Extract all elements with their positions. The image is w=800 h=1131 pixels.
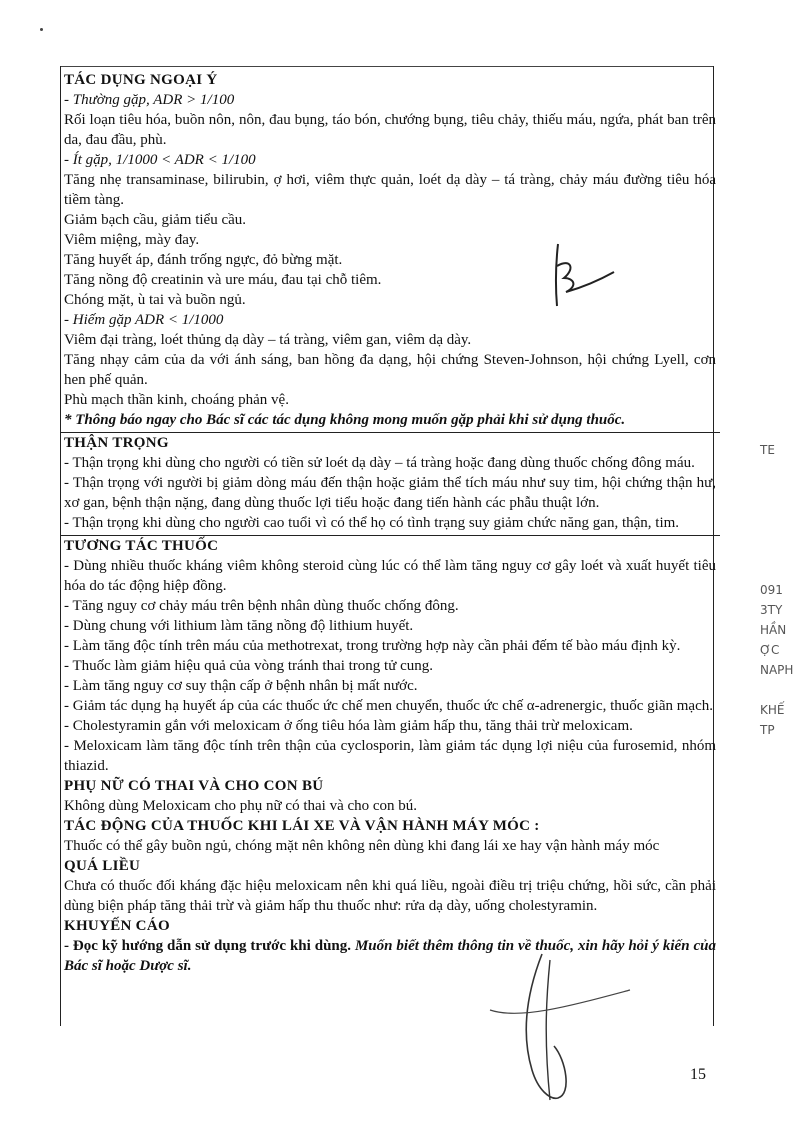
stamp-text: 091: [760, 583, 783, 597]
stamp-gap: [760, 680, 800, 700]
uncommon-line: Tăng nồng độ creatinin và ure máu, đau tại chỗ tiêm.: [64, 272, 382, 288]
company-stamp-fragment: [760, 440, 800, 760]
interaction-item: - Dùng nhiều thuốc kháng viêm không steroid cùng lúc có thể làm tăng nguy cơ gây loét và xuất huyết tiêu hóa do tác động hiệp đồng.: [64, 558, 716, 594]
interaction-item: - Giảm tác dụng hạ huyết áp của các thuốc ức chế men chuyển, thuốc ức chế α-adrenergic, thuốc giãn mạch.: [64, 698, 713, 714]
advice-italic: Muốn biết thêm thông tin về thuốc, xin hãy hỏi ý kiến của Bác sĩ hoặc Dược sĩ.: [64, 938, 716, 974]
stamp-text: ỢC: [760, 643, 780, 657]
scan-speck: [40, 28, 43, 31]
precaution-item: - Thận trọng khi dùng cho người cao tuổi vì có thể họ có tình trạng suy giảm chức năng gan, thận, tim.: [64, 515, 680, 531]
frame-left-border: [60, 66, 61, 1026]
common-label: - Thường gặp, ADR > 1/100: [64, 92, 235, 108]
page-number: 15: [690, 1066, 706, 1083]
pregnancy-text: Không dùng Meloxicam cho phụ nữ có thai và cho con bú.: [64, 798, 418, 814]
stamp-text: 3TY: [760, 603, 783, 617]
overdose-text: Chưa có thuốc đối kháng đặc hiệu meloxicam nên khi quá liều, ngoài điều trị triệu chứng, hồi sức, cần phải dùng biện pháp tăng thải trừ và giảm hấp thu thuốc như: rửa dạ dày, uống cholestyramin.: [64, 878, 716, 914]
rare-line: Viêm đại tràng, loét thủng dạ dày – tá tràng, viêm gan, viêm dạ dày.: [64, 332, 472, 348]
stamp-gap: [760, 460, 800, 580]
section-title-pregnancy: PHỤ NỮ CÓ THAI VÀ CHO CON BÚ: [64, 778, 324, 794]
uncommon-line: Giảm bạch cầu, giảm tiểu cầu.: [64, 212, 247, 228]
adverse-notice: * Thông báo ngay cho Bác sĩ các tác dụng không mong muốn gặp phải khi sử dụng thuốc.: [64, 412, 626, 428]
interaction-item: - Làm tăng nguy cơ suy thận cấp ở bệnh nhân bị mất nước.: [64, 678, 418, 694]
interaction-item: - Meloxicam làm tăng độc tính trên thận của cyclosporin, làm giảm tác dụng lợi niệu của furosemid, nhóm thiazid.: [64, 738, 716, 774]
interaction-item: - Dùng chung với lithium làm tăng nồng độ lithium huyết.: [64, 618, 414, 634]
stamp-text: TE: [760, 443, 775, 457]
interaction-item: - Làm tăng độc tính trên máu của methotrexat, trong trường hợp này cần phải đếm tế bào máu định kỳ.: [64, 638, 681, 654]
stamp-text: NAPH: [760, 663, 794, 677]
section-title-advice: KHUYẾN CÁO: [64, 918, 170, 934]
handwritten-signature: [480, 950, 640, 1110]
rare-label: - Hiếm gặp ADR < 1/1000: [64, 312, 224, 328]
uncommon-line: Tăng nhẹ transaminase, bilirubin, ợ hơi, viêm thực quản, loét dạ dày – tá tràng, chảy máu đường tiêu hóa tiềm tàng.: [64, 172, 716, 208]
leaflet-content: [64, 70, 716, 976]
interaction-item: - Tăng nguy cơ chảy máu trên bệnh nhân dùng thuốc chống đông.: [64, 598, 459, 614]
rare-line: Phù mạch thần kinh, choáng phản vệ.: [64, 392, 289, 408]
stamp-text: HẦN: [760, 623, 787, 637]
precaution-item: - Thận trọng khi dùng cho người có tiền sử loét dạ dày – tá tràng hoặc đang dùng thuốc chống đông máu.: [64, 455, 695, 471]
section-title-driving: TÁC ĐỘNG CỦA THUỐC KHI LÁI XE VÀ VẬN HÀNH MÁY MÓC :: [64, 818, 540, 834]
rare-line: Tăng nhạy cảm của da với ánh sáng, ban hồng đa dạng, hội chứng Steven-Johnson, hội chứng Lyell, cơn hen phế quản.: [64, 352, 716, 388]
uncommon-line: Chóng mặt, ù tai và buồn ngủ.: [64, 292, 246, 308]
advice-bold: - Đọc kỹ hướng dẫn sử dụng trước khi dùng.: [64, 938, 352, 954]
common-text: Rối loạn tiêu hóa, buồn nôn, nôn, đau bụng, táo bón, chướng bụng, tiêu chảy, thiếu máu, ngứa, phát ban trên da, đau đầu, phù.: [64, 112, 716, 148]
uncommon-line: Viêm miệng, mày đay.: [64, 232, 200, 248]
interaction-item: - Cholestyramin gắn với meloxicam ở ống tiêu hóa làm giảm hấp thu, tăng thải trừ meloxicam.: [64, 718, 633, 734]
section-title-interactions: TƯƠNG TÁC THUỐC: [64, 538, 219, 554]
interaction-item: - Thuốc làm giảm hiệu quả của vòng tránh thai trong tử cung.: [64, 658, 434, 674]
driving-text: Thuốc có thể gây buồn ngủ, chóng mặt nên không nên dùng khi đang lái xe hay vận hành máy móc: [64, 838, 660, 854]
section-title-overdose: QUÁ LIỀU: [64, 858, 141, 874]
frame-top-border: [60, 66, 714, 67]
stamp-text: KHẾ TP: [760, 703, 785, 737]
precaution-item: - Thận trọng với người bị giảm dòng máu đến thận hoặc giảm thể tích máu như suy tim, hội chứng thận hư, xơ gan, bệnh thận nặng, đang dùng thuốc lợi tiểu hoặc đang tiến hành các phẫu thuật lớn.: [64, 475, 716, 511]
section-title-adverse: TÁC DỤNG NGOẠI Ý: [64, 72, 218, 88]
section-title-precautions: THẬN TRỌNG: [64, 435, 169, 451]
uncommon-line: Tăng huyết áp, đánh trống ngực, đỏ bừng mặt.: [64, 252, 343, 268]
handwritten-initials: [540, 238, 620, 310]
uncommon-label: - Ít gặp, 1/1000 < ADR < 1/100: [64, 152, 256, 168]
